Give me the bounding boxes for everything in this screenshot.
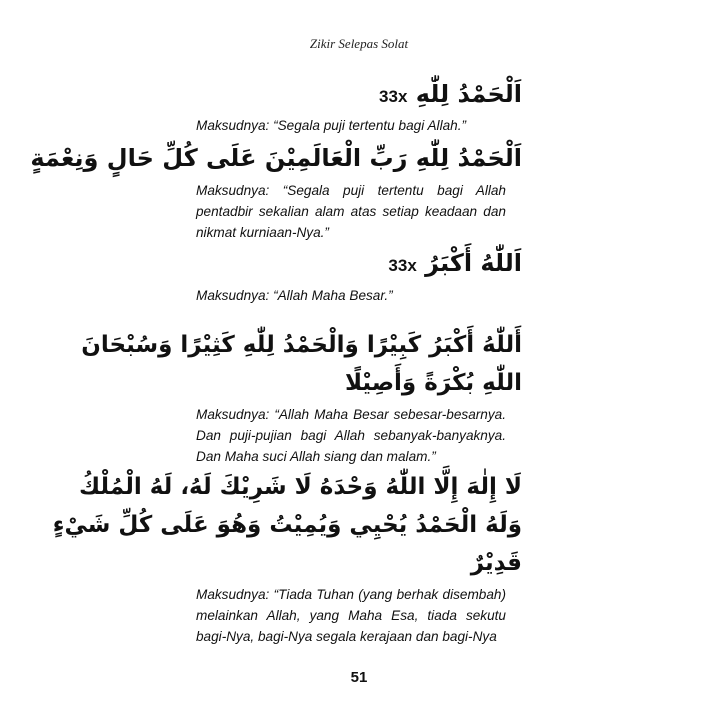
arabic-takbir [196, 245, 522, 284]
meaning-tahmid-full: Maksudnya: “Segala puji tertentu bagi Allah pentadbir sekalian alam atas setiap keadaan dan nikmat kurniaan-Nya.” [196, 183, 506, 240]
running-header: Zikir Selepas Solat [309, 36, 409, 51]
arabic-line: قَدِيْرٌ [470, 550, 522, 576]
arabic-line: أَللّٰهُ أَكْبَرُ كَبِيْرًا وَالْحَمْدُ لِلّٰهِ كَثِيْرًا وَسُبْحَانَ [81, 332, 522, 358]
arabic-tahlil [52, 468, 522, 582]
arabic-line: لَا إِلٰهَ إِلَّا اللّٰهُ وَحْدَهُ لَا شَرِيْكَ لَهُ، لَهُ الْمُلْكُ [78, 474, 522, 500]
arabic-line: اللّٰهِ بُكْرَةً وَأَصِيْلًا [344, 370, 522, 396]
arabic-text: اَلْحَمْدُ لِلّٰهِ [415, 80, 522, 108]
page-number: 51 [350, 669, 368, 686]
arabic-tahmid [196, 76, 522, 115]
arabic-takbir-kabira [81, 326, 522, 402]
arabic-text: اَلْحَمْدُ لِلّٰهِ رَبِّ الْعَالَمِيْنَ عَلَى كُلِّ حَالٍ وَنِعْمَةٍ [30, 144, 522, 172]
arabic-line: وَلَهُ الْحَمْدُ يُحْيِي وَيُمِيْتُ وَهُوَ عَلَى كُلِّ شَيْءٍ [52, 512, 522, 538]
arabic-tahmid-full [30, 138, 522, 178]
arabic-text: اَللّٰهُ أَكْبَرُ [425, 249, 522, 277]
meaning-takbir-kabira: Maksudnya: “Allah Maha Besar sebesar-besarnya. Dan puji-pujian bagi Allah sebanyak-banyaknya. Dan Maha suci Allah siang dan malam.” [196, 407, 506, 464]
meaning-takbir: Maksudnya: “Allah Maha Besar.” [196, 288, 393, 303]
repeat-count: 33x [379, 87, 408, 106]
meaning-tahlil: Maksudnya: “Tiada Tuhan (yang berhak disembah) melainkan Allah, yang Maha Esa, tiada sekutu bagi-Nya, bagi-Nya segala kerajaan dan bagi-Nya [196, 587, 506, 644]
repeat-count: 33x [388, 256, 417, 275]
meaning-tahmid: Maksudnya: “Segala puji tertentu bagi Allah.” [196, 118, 467, 133]
